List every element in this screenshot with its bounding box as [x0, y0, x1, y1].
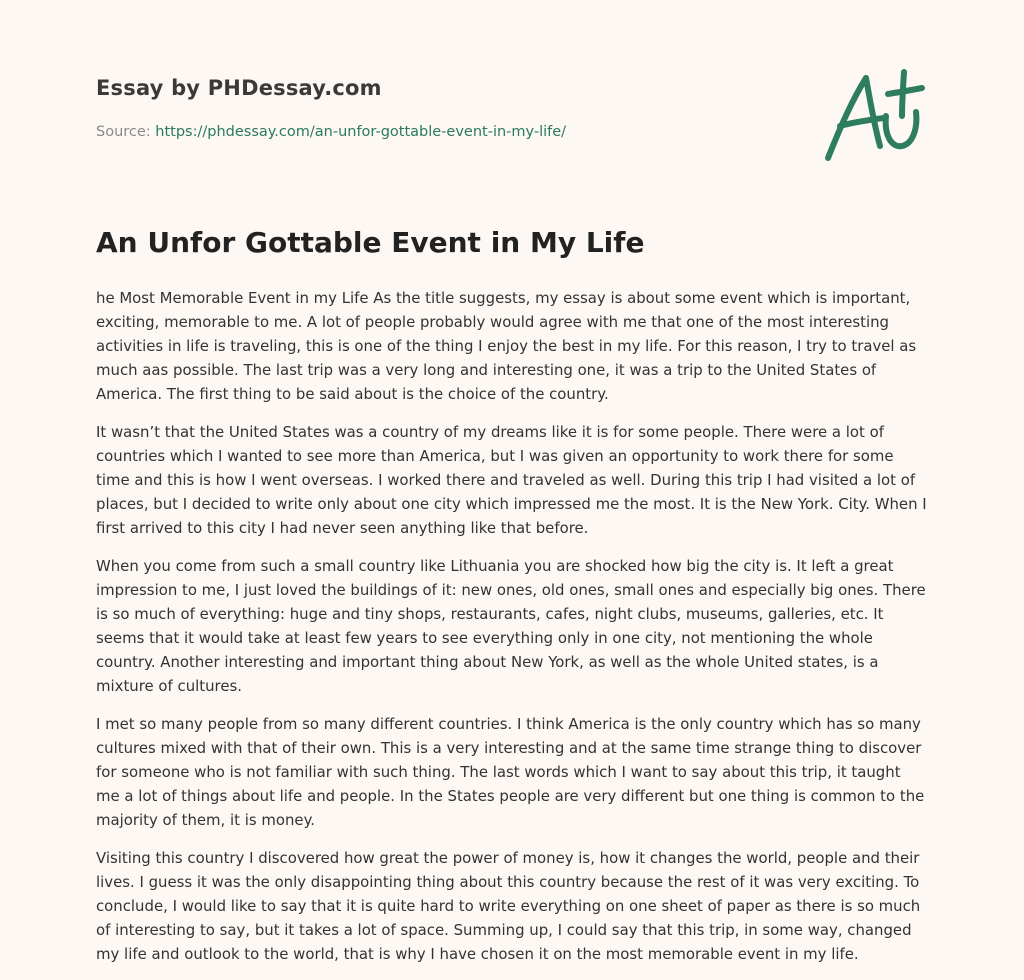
paragraph-5: Visiting this country I discovered how great the power of money is, how it changes the world, people and their lives. I guess it was the only disappointing thing about this country because the rest of it was very exciting. To conclude, I would like to say that it is quite hard to write everything on one sheet of paper as there is so much of interesting to say, but it takes a lot of space. Summing up, I could say that this trip, in some way, changed my life and outlook to the world, that is why I have chosen it on the most memorable event in my life.	[96, 849, 921, 963]
source-label: Source:	[96, 124, 151, 140]
paragraph-4: I met so many people from so many different countries. I think America is the only country which has so many cultures mixed with that of their own. This is a very interesting and at the same time strange thing to discover for someone who is not familiar with such thing. The last words which I want to say about this trip, it taught me a lot of things about life and people. In the States people are very different but one thing is common to the majority of them, it is money.	[96, 715, 925, 829]
essay-body	[96, 286, 928, 980]
site-brand: Essay by PHDessay.com	[96, 76, 382, 100]
source-link[interactable]: https://phdessay.com/an-unfor-gottable-event-in-my-life/	[155, 124, 567, 140]
paragraph-2: It wasn’t that the United States was a country of my dreams like it is for some people. There were a lot of countries which I wanted to see more than America, but I was given an opportunity to work there for some time and this is how I went overseas. I worked there and traveled as well. During this trip I had visited a lot of places, but I decided to write only about one city which impressed me the most. It is the New York. City. When I first arrived to this city I had never seen anything like that before.	[96, 423, 927, 537]
a-plus-icon	[818, 66, 928, 166]
paragraph-1: he Most Memorable Event in my Life As the title suggests, my essay is about some event which is important, exciting, memorable to me. A lot of people probably would agree with me that one of the most interesting activities in life is traveling, this is one of the thing I enjoy the best in my life. For this reason, I try to travel as much aas possible. The last trip was a very long and interesting one, it was a trip to the United States of America. The first thing to be said about is the choice of the country.	[96, 289, 917, 403]
paragraph-3: When you come from such a small country like Lithuania you are shocked how big the city is. It left a great impression to me, I just loved the buildings of it: new ones, old ones, small ones and especially big ones. There is so much of everything: huge and tiny shops, restaurants, cafes, night clubs, museums, galleries, etc. It seems that it would take at least few years to see everything only in one city, not mentioning the whole country. Another interesting and important thing about New York, as well as the whole United states, is a mixture of cultures.	[96, 557, 926, 695]
source-line	[96, 124, 566, 140]
essay-title: An Unfor Gottable Event in My Life	[96, 226, 645, 259]
